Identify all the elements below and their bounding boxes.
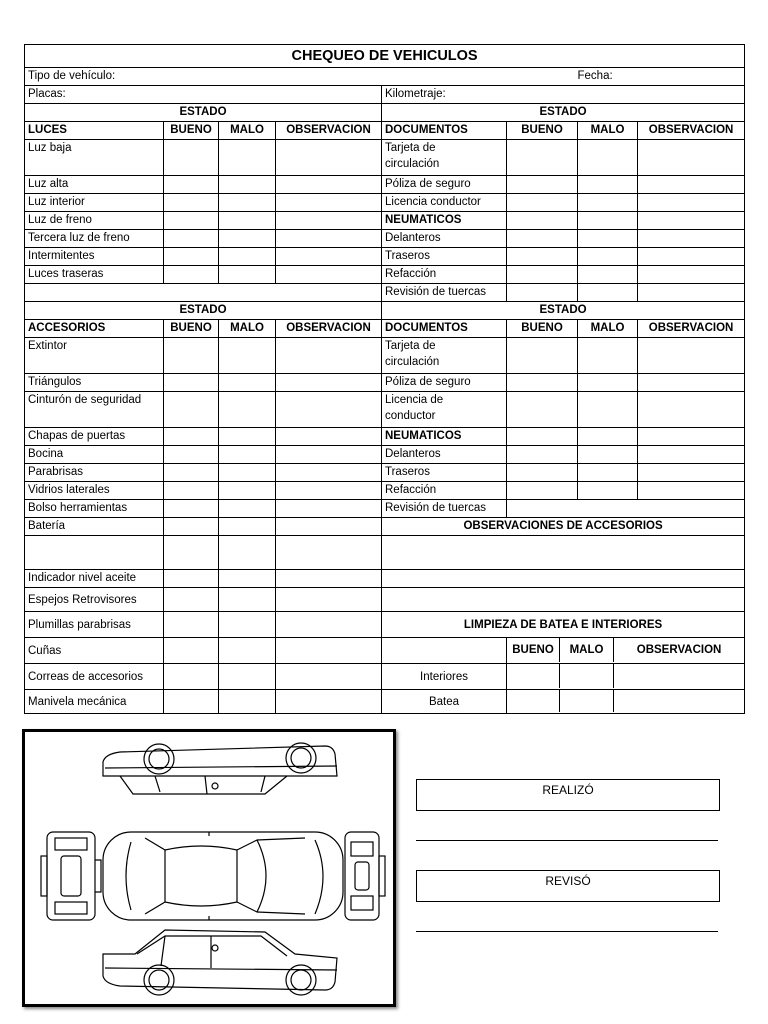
estado-header-left-2: ESTADO bbox=[25, 302, 382, 320]
accesorios-item-label: Espejos Retrovisores bbox=[25, 588, 164, 612]
observacion-cell[interactable] bbox=[276, 690, 382, 714]
malo-cell[interactable] bbox=[219, 664, 276, 690]
observacion-cell[interactable] bbox=[276, 612, 382, 638]
bueno-cell[interactable] bbox=[507, 212, 578, 230]
limpieza-row-cells[interactable] bbox=[507, 664, 745, 690]
observacion-cell[interactable] bbox=[276, 428, 382, 446]
col-luces: LUCES bbox=[25, 122, 164, 140]
realizo-signature-line[interactable] bbox=[416, 840, 718, 841]
observacion-cell[interactable] bbox=[276, 230, 382, 248]
luces-item-label: Intermitentes bbox=[25, 248, 164, 266]
malo-cell[interactable] bbox=[578, 194, 638, 212]
tipo-vehiculo-label: Tipo de vehículo: bbox=[25, 68, 578, 86]
limpieza-bueno-cell[interactable] bbox=[507, 690, 560, 712]
malo-cell[interactable] bbox=[219, 374, 276, 392]
observacion-cell[interactable] bbox=[276, 194, 382, 212]
col-bueno: BUENO bbox=[164, 320, 219, 338]
malo-cell[interactable] bbox=[578, 140, 638, 176]
bueno-cell[interactable] bbox=[164, 392, 219, 428]
malo-cell[interactable] bbox=[578, 428, 638, 446]
malo-cell[interactable] bbox=[578, 464, 638, 482]
observacion-cell[interactable] bbox=[276, 500, 382, 518]
documentos-item-label: Licencia de conductor bbox=[382, 392, 507, 428]
observacion-cell[interactable] bbox=[638, 284, 745, 302]
realizo-box[interactable] bbox=[416, 779, 720, 811]
bueno-cell[interactable] bbox=[507, 338, 578, 374]
realizo-label: REALIZÓ bbox=[542, 783, 594, 797]
observacion-cell[interactable] bbox=[638, 464, 745, 482]
limpieza-empty-cell bbox=[382, 638, 507, 664]
limpieza-row-cells[interactable] bbox=[507, 690, 745, 714]
observacion-cell[interactable] bbox=[638, 230, 745, 248]
accesorios-item-label: Plumillas parabrisas bbox=[25, 612, 164, 638]
malo-cell[interactable] bbox=[219, 248, 276, 266]
luces-item-label: Tercera luz de freno bbox=[25, 230, 164, 248]
bueno-cell[interactable] bbox=[164, 176, 219, 194]
luces-item-label: Luz alta bbox=[25, 176, 164, 194]
col-malo: MALO bbox=[219, 122, 276, 140]
malo-cell[interactable] bbox=[219, 140, 276, 176]
observacion-cell[interactable] bbox=[638, 392, 745, 428]
malo-cell[interactable] bbox=[219, 570, 276, 588]
observacion-cell[interactable] bbox=[638, 176, 745, 194]
empty-left-cell bbox=[25, 284, 382, 302]
accesorios-item-label: Bocina bbox=[25, 446, 164, 464]
accesorios-item-label: Indicador nivel aceite bbox=[25, 570, 164, 588]
observacion-cell[interactable] bbox=[276, 482, 382, 500]
documentos-item-label: Delanteros bbox=[382, 230, 507, 248]
bueno-cell[interactable] bbox=[507, 446, 578, 464]
accesorios-item-label: Parabrisas bbox=[25, 464, 164, 482]
col-documentos: DOCUMENTOS bbox=[382, 320, 507, 338]
limpieza-row-label: Interiores bbox=[382, 664, 507, 690]
observacion-cell[interactable] bbox=[638, 212, 745, 230]
car-side-bottom-icon bbox=[103, 930, 337, 995]
luces-item-label: Luz baja bbox=[25, 140, 164, 176]
malo-cell[interactable] bbox=[578, 392, 638, 428]
observacion-cell[interactable] bbox=[276, 446, 382, 464]
observacion-cell[interactable] bbox=[276, 570, 382, 588]
observacion-cell[interactable] bbox=[276, 518, 382, 536]
limpieza-observacion-cell[interactable] bbox=[614, 690, 744, 712]
bueno-cell[interactable] bbox=[164, 690, 219, 714]
limpieza-col-malo: MALO bbox=[560, 638, 614, 662]
car-rear-view-icon bbox=[345, 832, 385, 920]
observacion-cell[interactable] bbox=[276, 536, 382, 570]
bueno-cell[interactable] bbox=[164, 570, 219, 588]
observacion-cell[interactable] bbox=[276, 266, 382, 284]
accesorios-item-label: Extintor bbox=[25, 338, 164, 374]
bueno-cell[interactable] bbox=[164, 140, 219, 176]
malo-cell[interactable] bbox=[219, 428, 276, 446]
observacion-cell[interactable] bbox=[638, 446, 745, 464]
bueno-cell[interactable] bbox=[507, 482, 578, 500]
limpieza-malo-cell[interactable] bbox=[560, 664, 614, 688]
malo-cell[interactable] bbox=[219, 338, 276, 374]
col-observacion: OBSERVACION bbox=[638, 320, 745, 338]
estado-header-right: ESTADO bbox=[382, 104, 745, 122]
bueno-cell[interactable] bbox=[507, 230, 578, 248]
documentos-item-label: Refacción bbox=[382, 266, 507, 284]
bueno-cell[interactable] bbox=[507, 194, 578, 212]
observacion-cell[interactable] bbox=[638, 266, 745, 284]
documentos-item-label: Traseros bbox=[382, 248, 507, 266]
documentos-item-label: Licencia conductor bbox=[382, 194, 507, 212]
documentos-item-label: NEUMATICOS bbox=[382, 428, 507, 446]
accesorios-item-label: Batería bbox=[25, 518, 164, 536]
accesorios-item-label: Correas de accesorios bbox=[25, 664, 164, 690]
accesorios-item-label: Bolso herramientas bbox=[25, 500, 164, 518]
bueno-cell[interactable] bbox=[164, 536, 219, 570]
malo-cell[interactable] bbox=[578, 230, 638, 248]
observacion-cell[interactable] bbox=[638, 482, 745, 500]
documentos-item-label: Revisión de tuercas bbox=[382, 284, 507, 302]
col-observacion: OBSERVACION bbox=[276, 320, 382, 338]
reviso-label: REVISÓ bbox=[545, 874, 591, 888]
observaciones-line[interactable] bbox=[382, 570, 745, 588]
observacion-cell[interactable] bbox=[276, 140, 382, 176]
bueno-cell[interactable] bbox=[164, 500, 219, 518]
bueno-cell[interactable] bbox=[507, 248, 578, 266]
observacion-cell[interactable] bbox=[638, 194, 745, 212]
car-side-top-icon bbox=[103, 743, 337, 794]
malo-cell[interactable] bbox=[219, 500, 276, 518]
luces-item-label: Luz de freno bbox=[25, 212, 164, 230]
documentos-item-label: Traseros bbox=[382, 464, 507, 482]
car-diagram bbox=[22, 729, 396, 1007]
observaciones-line[interactable] bbox=[382, 588, 745, 612]
placas-label[interactable]: Placas: bbox=[25, 86, 382, 104]
observacion-cell[interactable] bbox=[638, 338, 745, 374]
col-observacion: OBSERVACION bbox=[638, 122, 745, 140]
malo-cell[interactable] bbox=[219, 446, 276, 464]
documentos-item-label: Póliza de seguro bbox=[382, 176, 507, 194]
bueno-cell[interactable] bbox=[507, 374, 578, 392]
observacion-cell[interactable] bbox=[276, 464, 382, 482]
accesorios-item-label bbox=[25, 536, 164, 570]
empty-right-cell bbox=[507, 500, 745, 518]
malo-cell[interactable] bbox=[219, 392, 276, 428]
observacion-cell[interactable] bbox=[638, 140, 745, 176]
col-observacion: OBSERVACION bbox=[276, 122, 382, 140]
estado-header-left: ESTADO bbox=[25, 104, 382, 122]
bueno-cell[interactable] bbox=[164, 212, 219, 230]
limpieza-observacion-cell[interactable] bbox=[614, 664, 744, 688]
bueno-cell[interactable] bbox=[164, 266, 219, 284]
estado-header-right-2: ESTADO bbox=[382, 302, 745, 320]
observacion-cell[interactable] bbox=[276, 248, 382, 266]
car-front-view-icon bbox=[41, 832, 101, 920]
observacion-cell[interactable] bbox=[638, 374, 745, 392]
observaciones-line[interactable] bbox=[382, 536, 745, 570]
bueno-cell[interactable] bbox=[507, 392, 578, 428]
bueno-cell[interactable] bbox=[507, 176, 578, 194]
accesorios-item-label: Cuñas bbox=[25, 638, 164, 664]
col-accesorios: ACCESORIOS bbox=[25, 320, 164, 338]
fecha-label[interactable] bbox=[578, 68, 745, 86]
malo-cell[interactable] bbox=[578, 176, 638, 194]
observacion-cell[interactable] bbox=[276, 638, 382, 664]
malo-cell[interactable] bbox=[578, 338, 638, 374]
accesorios-item-label: Chapas de puertas bbox=[25, 428, 164, 446]
section-2-rows bbox=[25, 338, 745, 714]
accesorios-item-label: Manivela mecánica bbox=[25, 690, 164, 714]
documentos-item-label: Delanteros bbox=[382, 446, 507, 464]
documentos-item-label: Revisión de tuercas bbox=[382, 500, 507, 518]
bueno-cell[interactable] bbox=[164, 518, 219, 536]
documentos-item-label: Tarjeta de circulación bbox=[382, 140, 507, 176]
col-malo: MALO bbox=[578, 122, 638, 140]
col-bueno: BUENO bbox=[507, 320, 578, 338]
bueno-cell[interactable] bbox=[164, 482, 219, 500]
malo-cell[interactable] bbox=[219, 482, 276, 500]
observacion-cell[interactable] bbox=[276, 212, 382, 230]
car-top-view-icon bbox=[103, 832, 343, 920]
malo-cell[interactable] bbox=[219, 230, 276, 248]
car-diagram-icon bbox=[25, 732, 393, 1004]
bueno-cell[interactable] bbox=[164, 664, 219, 690]
bueno-cell[interactable] bbox=[164, 588, 219, 612]
documentos-item-label: Póliza de seguro bbox=[382, 374, 507, 392]
fecha-text: Fecha: bbox=[578, 68, 613, 84]
observacion-cell[interactable] bbox=[276, 338, 382, 374]
reviso-signature-line[interactable] bbox=[416, 931, 718, 932]
bueno-cell[interactable] bbox=[507, 266, 578, 284]
documentos-item-label: NEUMATICOS bbox=[382, 212, 507, 230]
bueno-cell[interactable] bbox=[164, 374, 219, 392]
col-bueno: BUENO bbox=[507, 122, 578, 140]
observacion-cell[interactable] bbox=[276, 588, 382, 612]
malo-cell[interactable] bbox=[578, 212, 638, 230]
observacion-cell[interactable] bbox=[276, 392, 382, 428]
accesorios-item-label: Triángulos bbox=[25, 374, 164, 392]
bueno-cell[interactable] bbox=[164, 230, 219, 248]
documentos-item-label: Refacción bbox=[382, 482, 507, 500]
observacion-cell[interactable] bbox=[276, 176, 382, 194]
limpieza-col-bueno: BUENO bbox=[507, 638, 560, 662]
bueno-cell[interactable] bbox=[507, 464, 578, 482]
luces-item-label: Luz interior bbox=[25, 194, 164, 212]
limpieza-header-group bbox=[507, 638, 745, 664]
malo-cell[interactable] bbox=[578, 482, 638, 500]
malo-cell[interactable] bbox=[219, 464, 276, 482]
malo-cell[interactable] bbox=[219, 536, 276, 570]
bueno-cell[interactable] bbox=[164, 612, 219, 638]
bueno-cell[interactable] bbox=[164, 464, 219, 482]
malo-cell[interactable] bbox=[219, 612, 276, 638]
malo-cell[interactable] bbox=[219, 266, 276, 284]
col-documentos: DOCUMENTOS bbox=[382, 122, 507, 140]
limpieza-col-observacion: OBSERVACION bbox=[636, 644, 722, 656]
bueno-cell[interactable] bbox=[164, 428, 219, 446]
bueno-cell[interactable] bbox=[164, 248, 219, 266]
documentos-item-label: Tarjeta de circulación bbox=[382, 338, 507, 374]
malo-cell[interactable] bbox=[219, 588, 276, 612]
observacion-cell[interactable] bbox=[276, 374, 382, 392]
malo-cell[interactable] bbox=[578, 266, 638, 284]
bueno-cell[interactable] bbox=[164, 446, 219, 464]
col-bueno: BUENO bbox=[164, 122, 219, 140]
malo-cell[interactable] bbox=[578, 284, 638, 302]
col-malo: MALO bbox=[219, 320, 276, 338]
luces-item-label: Luces traseras bbox=[25, 266, 164, 284]
bueno-cell[interactable] bbox=[164, 194, 219, 212]
malo-cell[interactable] bbox=[219, 638, 276, 664]
observacion-cell[interactable] bbox=[638, 428, 745, 446]
bueno-cell[interactable] bbox=[507, 284, 578, 302]
accesorios-item-label: Vidrios laterales bbox=[25, 482, 164, 500]
observacion-cell[interactable] bbox=[638, 248, 745, 266]
form-title: CHEQUEO DE VEHICULOS bbox=[25, 45, 745, 68]
kilometraje-label[interactable]: Kilometraje: bbox=[382, 86, 745, 104]
malo-cell[interactable] bbox=[219, 518, 276, 536]
malo-cell[interactable] bbox=[219, 194, 276, 212]
limpieza-malo-cell[interactable] bbox=[560, 690, 614, 712]
accesorios-item-label: Cinturón de seguridad bbox=[25, 392, 164, 428]
observaciones-accesorios-title: OBSERVACIONES DE ACCESORIOS bbox=[382, 518, 745, 536]
observacion-cell[interactable] bbox=[276, 664, 382, 690]
malo-cell[interactable] bbox=[219, 176, 276, 194]
bueno-cell[interactable] bbox=[164, 638, 219, 664]
bueno-cell[interactable] bbox=[507, 428, 578, 446]
bueno-cell[interactable] bbox=[507, 140, 578, 176]
col-malo: MALO bbox=[578, 320, 638, 338]
bueno-cell[interactable] bbox=[164, 338, 219, 374]
limpieza-bueno-cell[interactable] bbox=[507, 664, 560, 688]
malo-cell[interactable] bbox=[578, 374, 638, 392]
reviso-box[interactable] bbox=[416, 870, 720, 902]
limpieza-title: LIMPIEZA DE BATEA E INTERIORES bbox=[382, 612, 745, 638]
malo-cell[interactable] bbox=[219, 212, 276, 230]
malo-cell[interactable] bbox=[219, 690, 276, 714]
limpieza-row-label: Batea bbox=[382, 690, 507, 714]
malo-cell[interactable] bbox=[578, 248, 638, 266]
vehicle-check-form bbox=[24, 44, 745, 714]
section-1-rows bbox=[25, 140, 745, 302]
malo-cell[interactable] bbox=[578, 446, 638, 464]
